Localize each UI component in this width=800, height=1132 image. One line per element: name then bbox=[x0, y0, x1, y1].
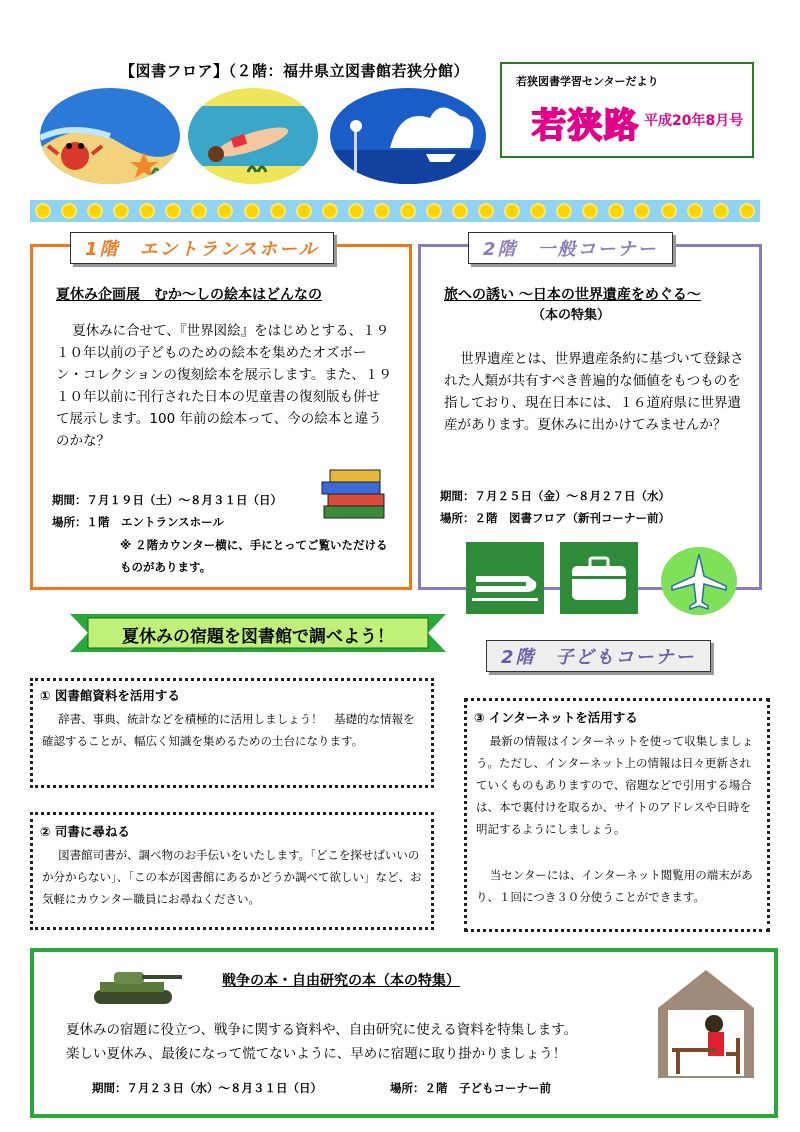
sun-icon bbox=[167, 205, 179, 217]
student-icon bbox=[656, 968, 756, 1080]
section3-body-terminal: 当センターには、インターネット閲覧用の端末があり、１回につき３０分使うことができます。 bbox=[476, 868, 753, 904]
sun-icon bbox=[272, 205, 284, 217]
exhibit-place: 場所：１階 エントランスホール bbox=[52, 515, 224, 529]
sun-icon bbox=[141, 205, 153, 217]
sun-icon bbox=[454, 205, 466, 217]
sun-icon bbox=[584, 205, 596, 217]
feature-line2: 楽しい夏休み、最後になって慌てないように、早めに宿題に取り掛かりましょう！ bbox=[66, 1046, 567, 1062]
sun-icon bbox=[193, 205, 205, 217]
sun-icon bbox=[532, 205, 544, 217]
homework-banner-text: 夏休みの宿題を図書館で調べよう！ bbox=[122, 627, 394, 647]
heritage-title: 旅への誘い ～日本の世界遺産をめぐる～ bbox=[444, 287, 701, 303]
section1-heading: ① 図書館資料を活用する bbox=[40, 688, 180, 703]
tank-icon bbox=[86, 960, 186, 1010]
sun-icon bbox=[89, 205, 101, 217]
exhibit-note: ※ ２階カウンター横に、手にとってご覧いただけるものがあります。 bbox=[120, 538, 388, 574]
heritage-body: 世界遺産とは、世界遺産条約に基づいて登録された人類が共有すべき普遍的な価値をもつものを指しており、現在日本には、１６道府県に世界遺産があります。夏休みに出かけてみませんか？ bbox=[444, 351, 744, 433]
issue-label: 平成20年8月号 bbox=[644, 113, 744, 129]
sun-icon bbox=[636, 205, 648, 217]
section2-heading: ② 司書に尋ねる bbox=[40, 824, 130, 839]
train-icon bbox=[466, 542, 544, 614]
sun-icon bbox=[558, 205, 570, 217]
airplane-icon bbox=[660, 546, 738, 616]
sun-icon bbox=[350, 205, 362, 217]
sun-icon bbox=[506, 205, 518, 217]
sun-icon bbox=[298, 205, 310, 217]
sun-icon bbox=[324, 205, 336, 217]
sun-icon bbox=[610, 205, 622, 217]
heritage-place: 場所：２階 図書フロア（新刊コーナー前） bbox=[440, 511, 670, 525]
tab-entrance-hall: 1階 エントランスホール bbox=[70, 232, 334, 264]
sun-icon bbox=[689, 205, 701, 217]
section3-body: 最新の情報はインターネットを使って収集しましょう。ただし、インターネット上の情報は日々更新されていくものもありますので、宿題などで引用する場合は、本で裏付けを取るか、サイトのアドレスや日時を明記するようにしましょう。 bbox=[476, 734, 754, 836]
sun-icon bbox=[376, 205, 388, 217]
exhibit-period: 期間：７月１９日（土）～８月３１日（日） bbox=[52, 493, 282, 507]
section2-body: 図書館司書が、調べ物のお手伝いをいたします。「どこを探せばいいのか分からない」、「この本が図書館にあるかどうか調べて欲しい」など、お気軽にカウンター職員にお尋ねください。 bbox=[42, 848, 422, 906]
sun-icon bbox=[428, 205, 440, 217]
homework-banner bbox=[70, 614, 446, 652]
newsletter-title-scroll bbox=[500, 62, 754, 158]
section1-body: 辞書、事典、統計などを積極的に活用しましょう！ 基礎的な情報を確認することが、幅広く知識を集めるための土台になります。 bbox=[42, 712, 415, 748]
sun-icon bbox=[37, 205, 49, 217]
exhibit-title: 夏休み企画展 むか～しの絵本はどんなの bbox=[56, 287, 322, 303]
sun-icon bbox=[402, 205, 414, 217]
sailboat-icon bbox=[330, 88, 486, 184]
heritage-subtitle: （本の特集） bbox=[532, 308, 611, 323]
suitcase-icon bbox=[560, 542, 638, 614]
heritage-period: 期間：７月２５日（金）～８月２７日（水） bbox=[440, 489, 670, 503]
sun-icon bbox=[246, 205, 258, 217]
sun-icon bbox=[480, 205, 492, 217]
exhibit-body: 夏休みに合せて、『世界図絵』をはじめとする、１９１０年以前の子どものための絵本を集めたオズボーン・コレクションの復刻絵本を展示します。また、１９１０年以前に刊行された日本の児童書の復刻版も併せて展示します。100 年前の絵本って、今の絵本と違うのかな？ bbox=[56, 323, 392, 449]
tab-kids-corner: 2階 子どもコーナー bbox=[486, 640, 711, 672]
decorative-sun-band bbox=[30, 200, 760, 222]
sun-icon bbox=[63, 205, 75, 217]
swimmer-icon bbox=[188, 88, 318, 184]
sun-icon bbox=[741, 205, 753, 217]
crab-icon bbox=[40, 88, 180, 184]
feature-period: 期間：７月２３日（水）～８月３１日（日） bbox=[92, 1081, 322, 1095]
sun-icon bbox=[115, 205, 127, 217]
section3-heading: ③ インターネットを活用する bbox=[474, 710, 638, 725]
sun-icon bbox=[663, 205, 675, 217]
newsletter-subtitle: 若狭図書学習センターだより bbox=[516, 75, 659, 88]
sun-icon bbox=[219, 205, 231, 217]
newsletter-title: 若狭路 bbox=[532, 106, 640, 146]
feature-place: 場所：２階 子どもコーナー前 bbox=[390, 1081, 551, 1095]
feature-line1: 夏休みの宿題に役立つ、戦争に関する資料や、自由研究に使える資料を特集します。 bbox=[66, 1022, 578, 1038]
tab-general-corner: 2階 一般コーナー bbox=[468, 232, 673, 264]
floor-header: 【図書フロア】（２階：福井県立図書館若狭分館） bbox=[120, 62, 470, 80]
sun-icon bbox=[715, 205, 727, 217]
feature-title: 戦争の本・自由研究の本（本の特集） bbox=[222, 973, 460, 989]
